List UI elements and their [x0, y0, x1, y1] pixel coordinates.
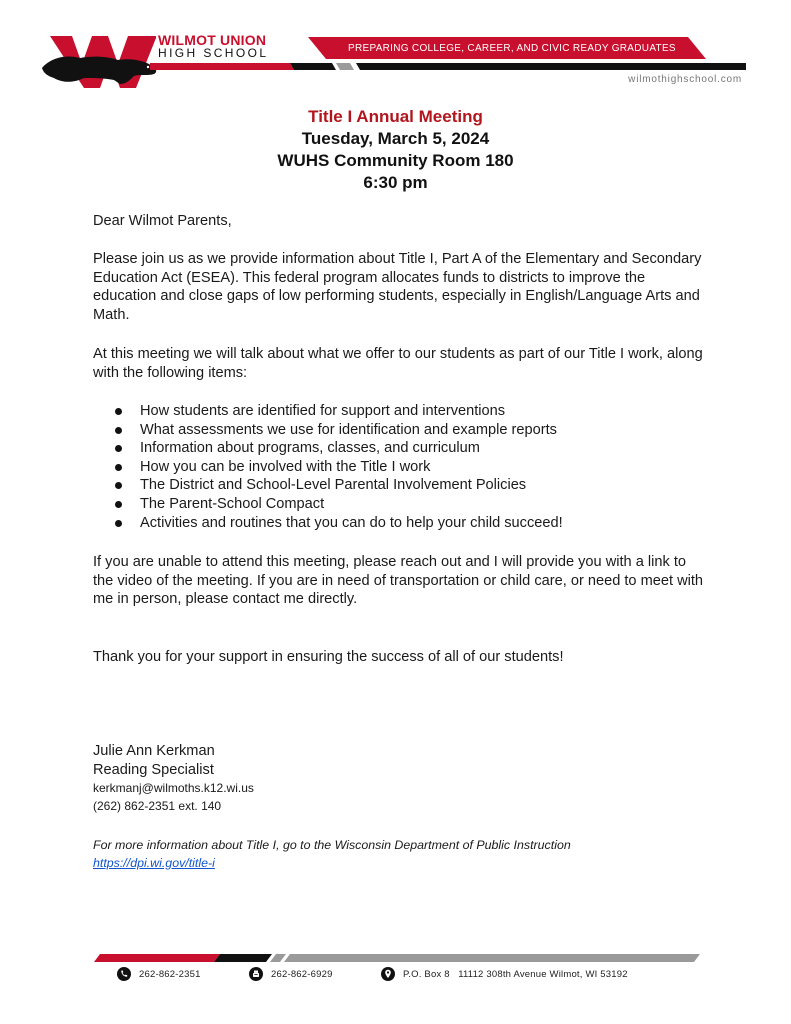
bullet-icon [115, 482, 122, 489]
list-item: Information about programs, classes, and curriculum [113, 439, 713, 458]
signature-email[interactable]: kerkmanj@wilmoths.k12.wi.us [93, 781, 254, 795]
footer-fax: 262-862-6929 [249, 966, 333, 982]
meeting-date: Tuesday, March 5, 2024 [301, 129, 490, 148]
paragraph-thank-you: Thank you for your support in ensuring the success of all of our students! [93, 649, 564, 665]
school-subtitle: HIGH SCHOOL [158, 46, 269, 60]
paragraph-agenda: At this meeting we will talk about what we offer to our students as part of our Title I work, along with the following items: [93, 346, 703, 381]
more-info-text: For more information about Title I, go to the Wisconsin Department of Public Instruction [93, 838, 571, 852]
salutation: Dear Wilmot Parents, [93, 213, 232, 229]
footer-address: P.O. Box 8 11112 308th Avenue Wilmot, WI 53192 [381, 966, 628, 982]
meeting-location: WUHS Community Room 180 [277, 151, 514, 170]
meeting-title-block [0, 106, 791, 194]
bullet-icon [115, 501, 122, 508]
bullet-icon [115, 445, 122, 452]
paragraph-intro: Please join us as we provide information about Title I, Part A of the Elementary and Secondary Education Act (ESEA). This federal program allocates funds to districts to improve the education and close gaps of low performing students, especially in English/Language Arts and Math. [93, 251, 702, 323]
school-logo [40, 34, 160, 90]
signature-title: Reading Specialist [93, 762, 214, 778]
list-item: Activities and routines that you can do to help your child succeed! [113, 514, 713, 533]
meeting-title: Title I Annual Meeting [308, 107, 483, 126]
footer-bar [94, 954, 700, 964]
meeting-time: 6:30 pm [363, 173, 428, 192]
school-name: WILMOT UNION [158, 32, 267, 48]
list-item: What assessments we use for identification and example reports [113, 421, 713, 440]
header-tagline: PREPARING COLLEGE, CAREER, AND CIVIC READY GRADUATES [348, 43, 676, 54]
list-item: How students are identified for support and interventions [113, 402, 713, 421]
agenda-list [113, 402, 713, 532]
bullet-icon [115, 520, 122, 527]
website-link[interactable]: wilmothighschool.com [628, 74, 742, 85]
phone-icon [117, 967, 131, 981]
paragraph-unable-attend: If you are unable to attend this meeting, please reach out and I will provide you with a link to the video of the meeting. If you are in need of transportation or child care, or need to meet with me in person, please contact me directly. [93, 554, 704, 608]
bullet-icon [115, 464, 122, 471]
list-item: The District and School-Level Parental Involvement Policies [113, 476, 713, 495]
bullet-icon [115, 408, 122, 415]
location-icon [381, 967, 395, 981]
dpi-title-i-link[interactable]: https://dpi.wi.gov/title-i [93, 856, 215, 870]
bullet-icon [115, 427, 122, 434]
fax-icon [249, 967, 263, 981]
list-item: How you can be involved with the Title I work [113, 458, 713, 477]
signature-phone: (262) 862-2351 ext. 140 [93, 799, 222, 813]
list-item: The Parent-School Compact [113, 495, 713, 514]
signature-name: Julie Ann Kerkman [93, 743, 215, 759]
footer-phone: 262-862-2351 [117, 966, 201, 982]
